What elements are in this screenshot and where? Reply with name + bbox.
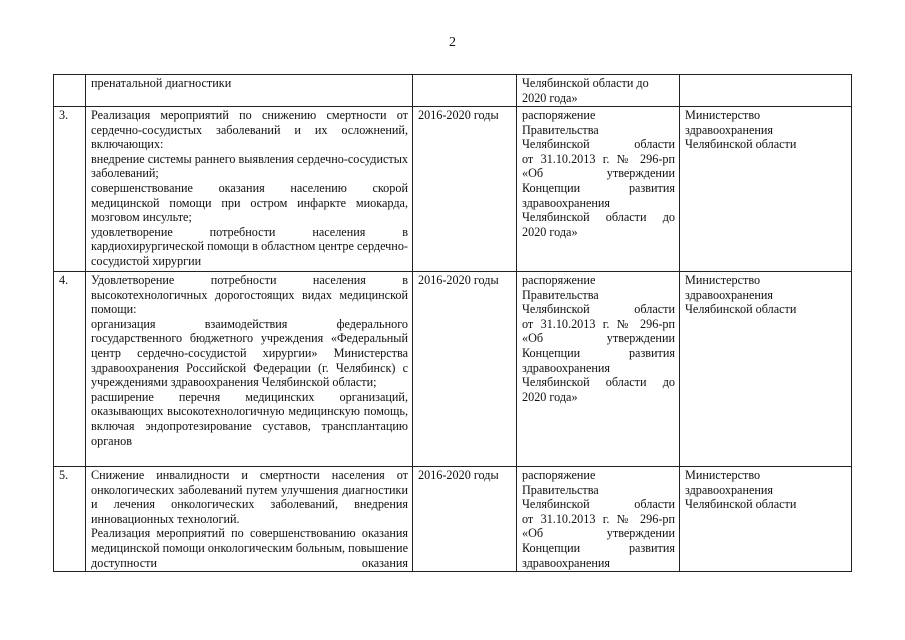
action-text: внедрение системы раннего выявления сердечно-сосудистых заболеваний; bbox=[91, 151, 409, 181]
action-text: Снижение инвалидности и смертности населения от онкологических заболеваний путем улучшения диагностики и лечения онкологических заболеваний, внедрения инновационных технологий. bbox=[91, 468, 408, 526]
document-line: Концепции развития bbox=[522, 180, 675, 195]
action-cell bbox=[86, 107, 413, 272]
executor-cell bbox=[680, 107, 852, 272]
document-line: Челябинской области до bbox=[522, 375, 675, 390]
document-line: Правительства bbox=[522, 122, 599, 137]
page-number: 2 bbox=[449, 35, 456, 50]
document-line: здравоохранения bbox=[522, 360, 611, 375]
executor-line: Челябинской области bbox=[685, 497, 797, 512]
executor-cell bbox=[680, 272, 852, 467]
document-cell bbox=[517, 467, 680, 572]
executor-cell bbox=[680, 75, 852, 107]
document-line: Челябинской области bbox=[522, 497, 675, 512]
table-row bbox=[54, 107, 852, 272]
action-text: совершенствование оказания населению скорой медицинской помощи при остром инфаркте миокарда, мозговом инсульте; bbox=[91, 180, 408, 225]
executor-line: Министерство bbox=[685, 273, 761, 287]
action-cell bbox=[86, 272, 413, 467]
document-line: Челябинской области до bbox=[522, 76, 649, 90]
document-line: от 31.10.2013 г. № 296-рп bbox=[522, 316, 675, 331]
table-row bbox=[54, 272, 852, 467]
document-cell bbox=[517, 107, 680, 272]
action-text: Реализация мероприятий по снижению смертности от сердечно-сосудистых заболеваний и их осложнений, включающих: bbox=[91, 108, 408, 152]
measures-table bbox=[53, 74, 852, 572]
document-line: здравоохранения bbox=[522, 195, 611, 210]
period-cell: 2016-2020 годы bbox=[413, 467, 517, 572]
executor-line: здравоохранения bbox=[685, 122, 774, 137]
document-line: от 31.10.2013 г. № 296-рп bbox=[522, 511, 675, 526]
row-number-cell: 3. bbox=[54, 107, 86, 272]
document-line: 2020 года» bbox=[522, 224, 578, 239]
action-text: удовлетворение потребности населения в кардиохирургической помощи в областном центре сердечно-сосудистой хирургии bbox=[91, 224, 408, 268]
document-line: 2020 года» bbox=[522, 90, 578, 105]
executor-cell bbox=[680, 467, 852, 572]
executor-line: Челябинской области bbox=[685, 137, 797, 152]
document-line: здравоохранения bbox=[522, 555, 611, 570]
executor-line: Министерство bbox=[685, 108, 761, 122]
executor-line: здравоохранения bbox=[685, 287, 774, 302]
document-line: Концепции развития bbox=[522, 540, 675, 555]
period-cell: 2016-2020 годы bbox=[413, 107, 517, 272]
document-line: Челябинской области bbox=[522, 302, 675, 317]
executor-line: Министерство bbox=[685, 468, 761, 482]
document-line: Челябинской области до bbox=[522, 210, 675, 225]
document-line: распоряжение bbox=[522, 273, 596, 287]
document-cell bbox=[517, 75, 680, 107]
document-line: Правительства bbox=[522, 482, 599, 497]
action-text: Удовлетворение потребности населения в высокотехнологичных дорогостоящих видах медицинской помощи: bbox=[91, 273, 408, 317]
executor-line: здравоохранения bbox=[685, 482, 774, 497]
action-cell bbox=[86, 75, 413, 107]
document-line: «Об утверждении bbox=[522, 166, 675, 181]
document-line: от 31.10.2013 г. № 296-рп bbox=[522, 151, 675, 166]
period-cell: 2016-2020 годы bbox=[413, 272, 517, 467]
document-line: распоряжение bbox=[522, 108, 596, 122]
row-number-cell: 4. bbox=[54, 272, 86, 467]
action-text: Реализация мероприятий по совершенствованию оказания медицинской помощи онкологическим больным, повышение доступности оказания bbox=[91, 526, 408, 570]
executor-line: Челябинской области bbox=[685, 302, 797, 317]
document-cell bbox=[517, 272, 680, 467]
document-line: распоряжение bbox=[522, 468, 596, 482]
document-line: Правительства bbox=[522, 287, 599, 302]
action-cell bbox=[86, 467, 413, 572]
row-number-cell: 5. bbox=[54, 467, 86, 572]
period-cell bbox=[413, 75, 517, 107]
action-text: расширение перечня медицинских организаций, оказывающих высокотехнологичную медицинскую помощь, включая эндопротезирование суставов, трансплантацию органов bbox=[91, 389, 408, 448]
row-number-cell bbox=[54, 75, 86, 107]
action-text: организация взаимодействия федерального государственного бюджетного учреждения «Федеральный центр сердечно-сосудистой хирургии» Министерства здравоохранения Российской Федерации (г. Челябинск) с учреждениями здравоохранения Челябинской области; bbox=[91, 316, 408, 390]
document-line: «Об утверждении bbox=[522, 526, 675, 541]
document-line: 2020 года» bbox=[522, 389, 578, 404]
action-text: пренатальной диагностики bbox=[91, 76, 232, 90]
table-row bbox=[54, 75, 852, 107]
table-row bbox=[54, 467, 852, 572]
document-line: Концепции развития bbox=[522, 345, 675, 360]
document-line: Челябинской области bbox=[522, 137, 675, 152]
document-line: «Об утверждении bbox=[522, 331, 675, 346]
